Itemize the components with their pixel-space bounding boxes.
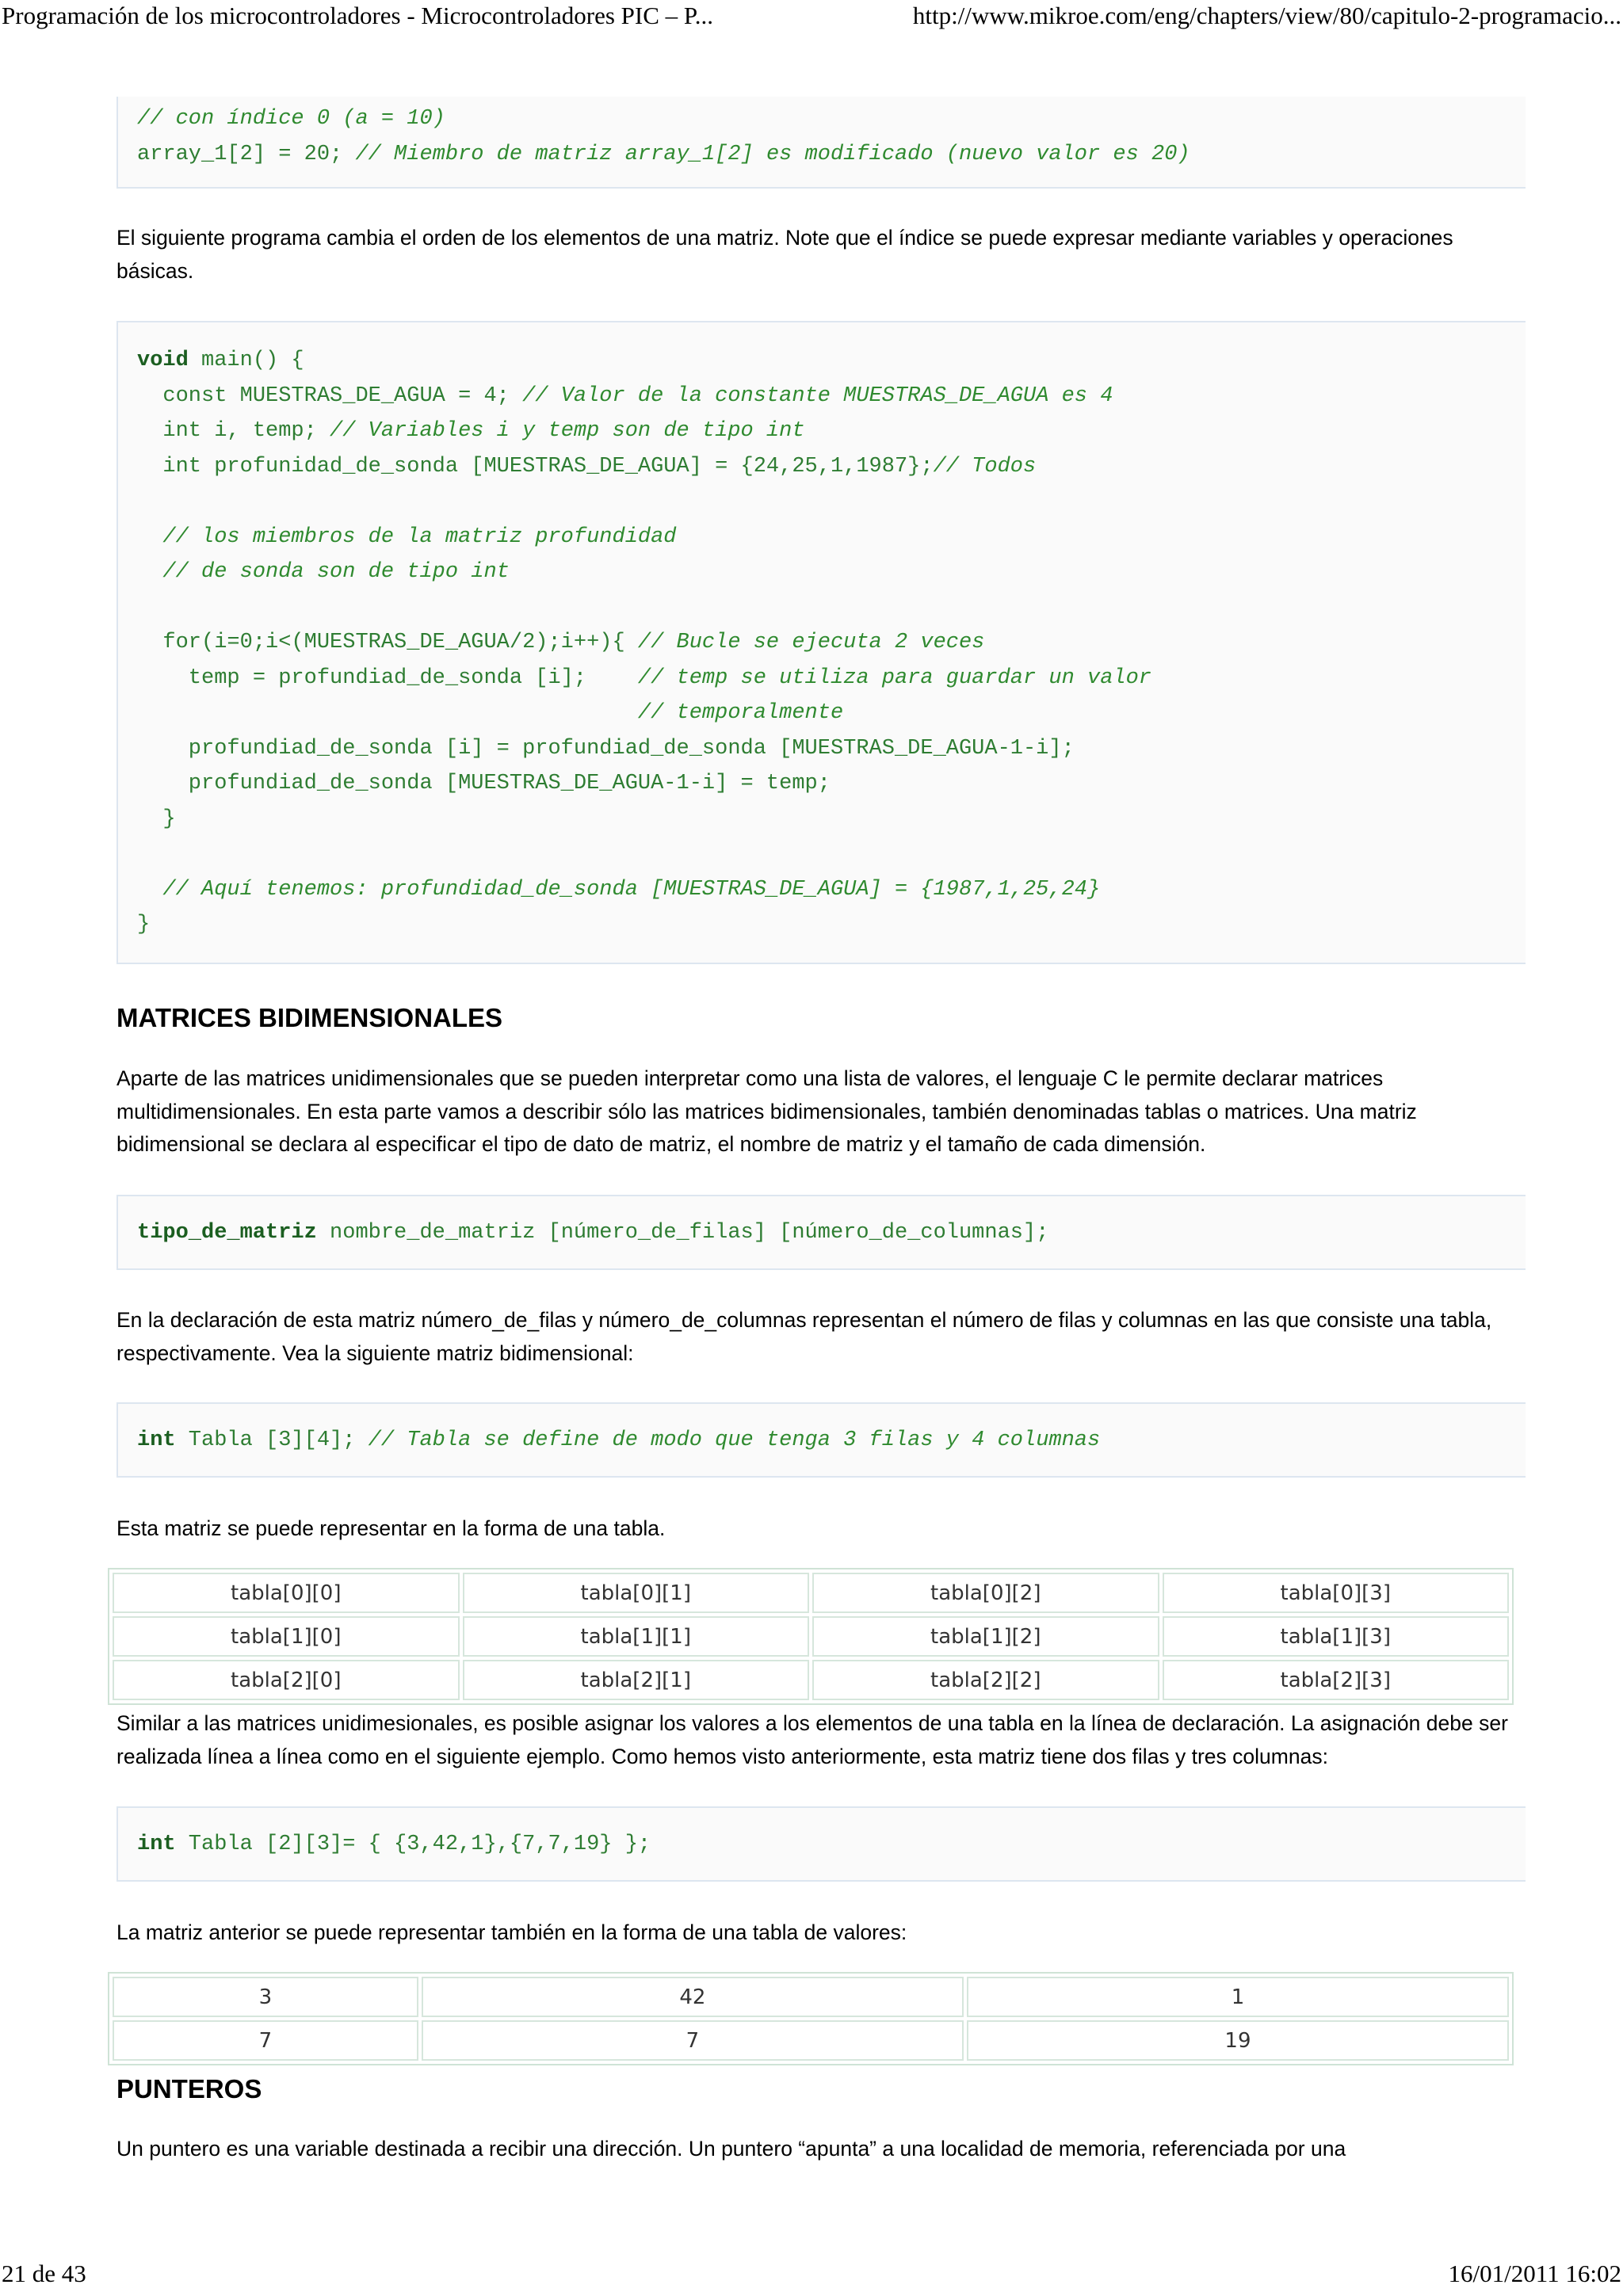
code-keyword: tipo_de_matriz bbox=[137, 1221, 317, 1245]
print-header-title: Programación de los microcontroladores - Microcontroladores PIC – P... bbox=[2, 2, 713, 29]
matrix-index-table bbox=[108, 1568, 1514, 1705]
code-comment: // temp se utiliza para guardar un valor bbox=[637, 666, 1152, 690]
code-block-tabla-3x4 bbox=[116, 1402, 1526, 1478]
paragraph-declaration-explained: En la declaración de esta matriz número_de_filas y número_de_columnas representan el número de filas y columnas en las que consiste una tabla, respectivamente. Vea la siguiente matriz bidimensional: bbox=[116, 1308, 1492, 1365]
code-text: int profunidad_de_sonda [MUESTRAS_DE_AGUA] = {24,25,1,1987}; bbox=[137, 454, 934, 479]
paragraph-values-table: La matriz anterior se puede representar también en la forma de una tabla de valores: bbox=[116, 1920, 907, 1944]
code-block-main-program bbox=[116, 321, 1526, 964]
paragraph-punteros-intro: Un puntero es una variable destinada a recibir una dirección. Un puntero “apunta” a una localidad de memoria, referenciada por una bbox=[116, 2137, 1346, 2161]
paragraph-table-representation: Esta matriz se puede representar en la forma de una tabla. bbox=[116, 1516, 666, 1540]
table-row bbox=[113, 1573, 1509, 1613]
table-cell: tabla[0][1] bbox=[463, 1573, 810, 1613]
table-cell: tabla[1][3] bbox=[1163, 1616, 1510, 1657]
print-footer bbox=[0, 2260, 1623, 2294]
code-comment: // de sonda son de tipo int bbox=[137, 560, 510, 584]
code-comment: // Variables i y temp son de tipo int bbox=[330, 419, 805, 443]
code-comment: // Todos bbox=[933, 454, 1037, 479]
table-cell: tabla[0][2] bbox=[812, 1573, 1159, 1613]
code-text: int i, temp; bbox=[137, 419, 330, 443]
code-comment: // Valor de la constante MUESTRAS_DE_AGUA es 4 bbox=[522, 383, 1113, 408]
table-cell: 1 bbox=[967, 1977, 1509, 2017]
code-text: Tabla [2][3]= { {3,42,1},{7,7,19} }; bbox=[175, 1833, 651, 1856]
code-comment: // temporalmente bbox=[137, 701, 844, 725]
table-cell: tabla[2][2] bbox=[812, 1660, 1159, 1700]
print-header bbox=[0, 2, 1623, 36]
table-row bbox=[113, 1616, 1509, 1657]
table-cell: 19 bbox=[967, 2020, 1509, 2061]
code-block-tabla-init bbox=[116, 1806, 1526, 1882]
print-header-url: http://www.mikroe.com/eng/chapters/view/80/capitulo-2-programacio... bbox=[912, 2, 1621, 29]
print-footer-page-number: 21 de 43 bbox=[2, 2260, 86, 2287]
code-block-declaration-syntax bbox=[116, 1195, 1526, 1270]
paragraph-intro-swap: El siguiente programa cambia el orden de los elementos de una matriz. Note que el índice se puede expresar mediante variables y operaciones básicas. bbox=[116, 226, 1453, 283]
heading-punteros: PUNTEROS bbox=[116, 2074, 262, 2103]
table-cell: tabla[2][0] bbox=[113, 1660, 460, 1700]
code-text: Tabla [3][4]; bbox=[175, 1428, 369, 1452]
code-text: main() { bbox=[188, 349, 304, 372]
code-keyword: void bbox=[137, 349, 189, 372]
table-row bbox=[113, 1977, 1509, 2017]
table-cell: tabla[2][1] bbox=[463, 1660, 810, 1700]
paragraph-matrices-intro: Aparte de las matrices unidimensionales que se pueden interpretar como una lista de valores, el lenguaje C le permite declarar matrices multidimensionales. En esta parte vamos a describir sólo las matrices bidimensionales, también denominadas tablas o matrices. Una matriz bidimensional se declara al especificar el tipo de dato de matriz, el nombre de matriz y el tamaño de cada dimensión. bbox=[116, 1066, 1417, 1156]
code-text: temp = profundiad_de_sonda [i]; bbox=[137, 666, 638, 690]
code-block-array-assign bbox=[116, 97, 1526, 189]
code-text: nombre_de_matriz [número_de_filas] [número_de_columnas]; bbox=[316, 1221, 1049, 1245]
print-footer-date: 16/01/2011 16:02 bbox=[1448, 2260, 1621, 2287]
code-comment: // los miembros de la matriz profundidad bbox=[137, 524, 677, 549]
matrix-values-table bbox=[108, 1972, 1514, 2065]
code-text: for(i=0;i<(MUESTRAS_DE_AGUA/2);i++){ bbox=[137, 631, 638, 654]
code-comment: // Tabla se define de modo que tenga 3 filas y 4 columnas bbox=[368, 1428, 1101, 1452]
table-cell: 7 bbox=[113, 2020, 418, 2061]
code-text: array_1[2] = 20; bbox=[137, 142, 356, 166]
code-text: profundiad_de_sonda [MUESTRAS_DE_AGUA-1-i] = temp; bbox=[137, 772, 831, 795]
table-row bbox=[113, 2020, 1509, 2061]
table-cell: tabla[1][1] bbox=[463, 1616, 810, 1657]
code-keyword: int bbox=[137, 1428, 176, 1452]
table-cell: 3 bbox=[113, 1977, 418, 2017]
table-cell: tabla[1][0] bbox=[113, 1616, 460, 1657]
code-comment: // Aquí tenemos: profundidad_de_sonda [MUESTRAS_DE_AGUA] = {1987,1,25,24} bbox=[137, 877, 1101, 902]
table-cell: tabla[2][3] bbox=[1163, 1660, 1510, 1700]
code-text: const MUESTRAS_DE_AGUA = 4; bbox=[137, 383, 523, 408]
paragraph-initialization: Similar a las matrices unidimesionales, es posible asignar los valores a los elementos de una tabla en la línea de declaración. La asignación debe ser realizada línea a línea como en el siguiente ejemplo. Como hemos visto anteriormente, esta matriz tiene dos filas y tres columnas: bbox=[116, 1711, 1508, 1768]
table-cell: tabla[0][0] bbox=[113, 1573, 460, 1613]
table-cell: tabla[1][2] bbox=[812, 1616, 1159, 1657]
code-text: } bbox=[137, 913, 151, 936]
table-row bbox=[113, 1660, 1509, 1700]
code-text: profundiad_de_sonda [i] = profundiad_de_sonda [MUESTRAS_DE_AGUA-1-i]; bbox=[137, 736, 1075, 761]
code-comment: // Miembro de matriz array_1[2] es modificado (nuevo valor es 20) bbox=[355, 142, 1190, 166]
code-text: } bbox=[137, 807, 176, 831]
code-keyword: int bbox=[137, 1833, 176, 1856]
table-cell: 42 bbox=[422, 1977, 964, 2017]
code-comment: // con índice 0 (a = 10) bbox=[137, 107, 445, 131]
table-cell: tabla[0][3] bbox=[1163, 1573, 1510, 1613]
heading-matrices-bidimensionales: MATRICES BIDIMENSIONALES bbox=[116, 1003, 503, 1032]
code-comment: // Bucle se ejecuta 2 veces bbox=[637, 631, 985, 654]
table-cell: 7 bbox=[422, 2020, 964, 2061]
